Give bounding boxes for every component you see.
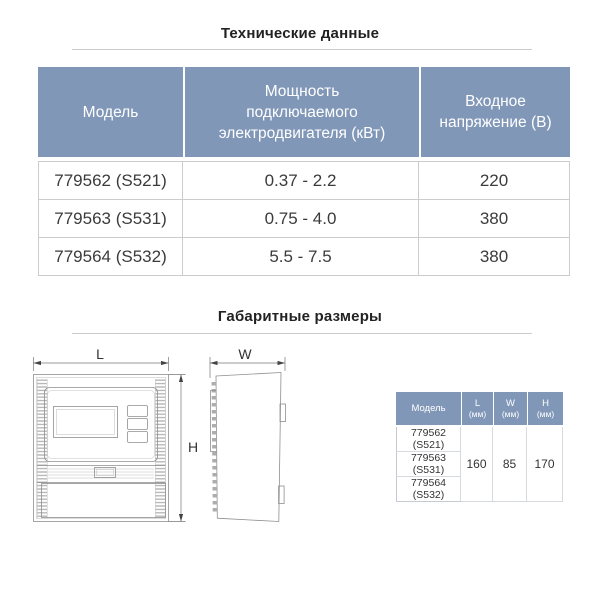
dimension-H	[169, 375, 199, 522]
dimension-row	[396, 427, 563, 452]
power-cell: 0.37 - 2.2	[183, 161, 419, 200]
header-unit: (мм)	[501, 409, 520, 419]
header-text: Мощность	[264, 82, 340, 100]
spec-row	[38, 161, 570, 200]
specs-table-header	[38, 67, 570, 161]
lower-cover	[42, 484, 166, 518]
header-text: L	[474, 398, 481, 409]
length-label: L	[96, 346, 104, 362]
header-text: Модель	[411, 403, 446, 414]
model-cell: 779563 (S531)	[38, 200, 183, 238]
section-title-overall-dimensions: Габаритные размеры	[217, 308, 383, 325]
display-window	[54, 407, 118, 438]
header-text: Входное	[465, 93, 526, 110]
spec-row	[38, 238, 570, 276]
header-text: H	[542, 398, 549, 409]
column-header-model	[396, 392, 461, 427]
front-view	[34, 375, 169, 522]
column-header-W	[493, 392, 527, 427]
model-cell: 779564 (S532)	[38, 238, 183, 276]
voltage-cell: 380	[419, 200, 570, 238]
spec-row	[38, 200, 570, 238]
power-cell: 5.5 - 7.5	[183, 238, 419, 276]
dimension-L	[34, 346, 169, 371]
model-cell: 779564 (S532)	[396, 477, 461, 502]
length-value-cell: 160	[461, 427, 493, 502]
header-unit: (мм)	[468, 409, 487, 419]
header-row	[396, 392, 563, 427]
panel-buttons	[128, 406, 148, 443]
power-cell: 0.75 - 4.0	[183, 200, 419, 238]
height-value-cell: 170	[527, 427, 563, 502]
column-header-L	[461, 392, 493, 427]
dimensions-table-header	[396, 392, 563, 427]
column-header-model	[38, 67, 183, 161]
column-header-H	[527, 392, 563, 427]
model-cell: 779562 (S521)	[396, 427, 461, 452]
width-label: W	[238, 346, 252, 362]
side-view	[211, 373, 286, 522]
section-title-technical-data: Технические данные	[220, 25, 380, 42]
header-unit: (мм)	[536, 409, 555, 419]
column-header-motor-power	[183, 67, 419, 161]
height-label: H	[188, 439, 199, 455]
model-cell: 779563 (S531)	[396, 452, 461, 477]
header-text: подключаемого	[246, 103, 358, 121]
dimensional-drawing	[15, 345, 305, 545]
voltage-cell: 380	[419, 238, 570, 276]
title-underline	[72, 333, 532, 334]
voltage-cell: 220	[419, 161, 570, 200]
width-value-cell: 85	[493, 427, 527, 502]
title-underline	[72, 49, 532, 50]
column-header-input-voltage	[419, 67, 570, 161]
header-text: электродвигателя (кВт)	[218, 124, 386, 142]
specs-table	[38, 67, 570, 276]
dimensions-table	[396, 392, 563, 502]
model-cell: 779562 (S521)	[38, 161, 183, 200]
header-row	[38, 67, 570, 161]
header-text: напряжение (В)	[439, 114, 552, 131]
header-text: W	[506, 398, 515, 409]
header-text: Модель	[82, 103, 139, 121]
